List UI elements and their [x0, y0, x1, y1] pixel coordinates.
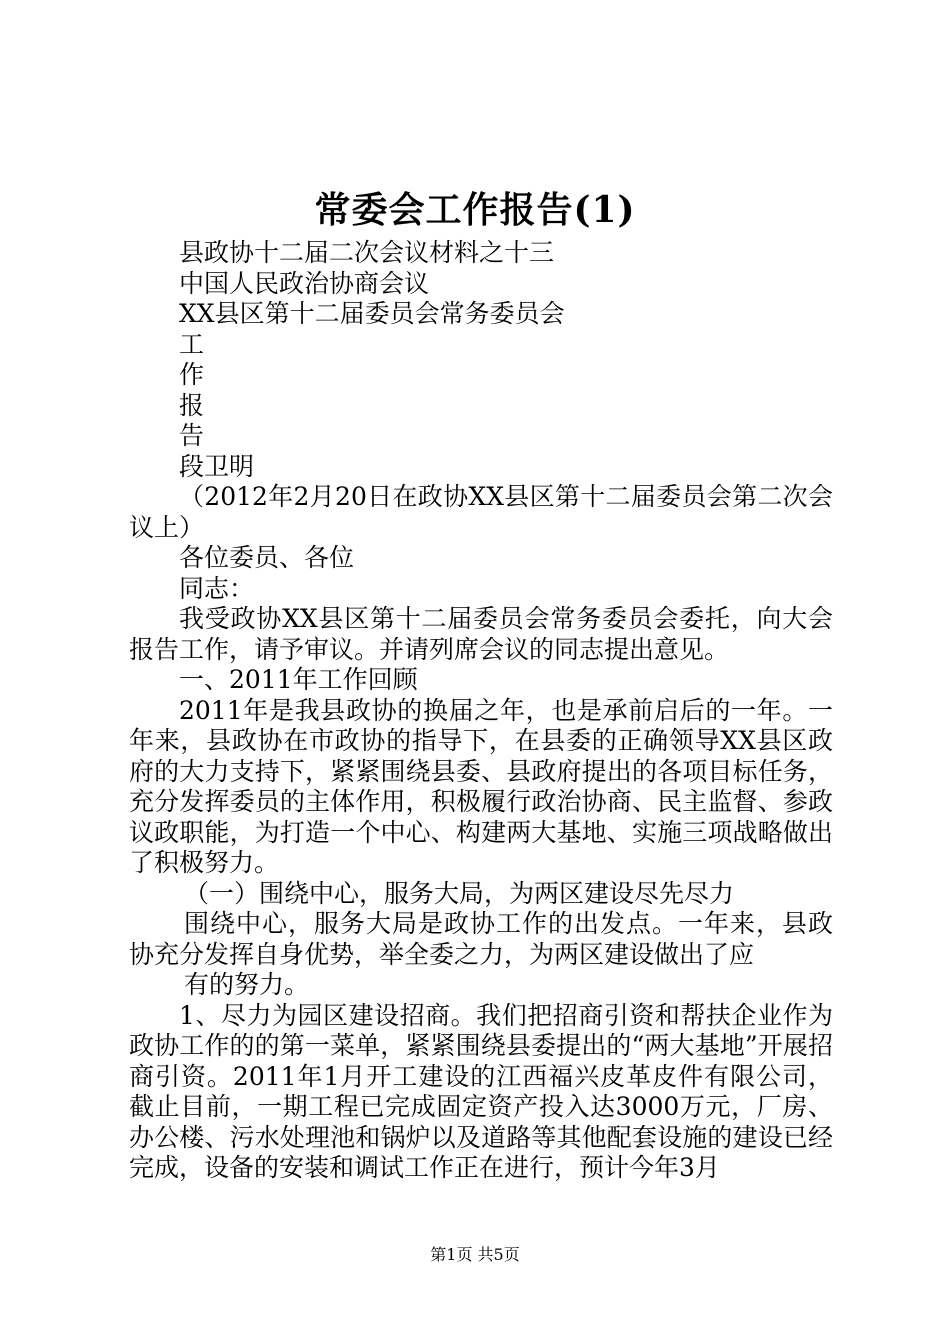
date-line: （2012年2月20日在政协XX县区第十二届委员会第二次会议上） — [129, 482, 833, 542]
organization-line: 中国人民政治协商会议 — [179, 268, 430, 298]
meeting-material-line: 县政协十二届二次会议材料之十三 — [179, 238, 555, 267]
vertical-title-char: 告 — [179, 421, 205, 450]
subsection-heading: （一）围绕中心，服务大局，为两区建设尽先尽力 — [184, 878, 735, 908]
review-paragraph: 2011年是我县政协的换届之年，也是承前启后的一年。一年来，县政协在市政协的指导下，在县委的正确领导XX县区政府的大力支持下，紧紧围绕县委、县政府提出的各项目标任务，充分发挥委员的主体作用，积极履行政治协商、民主监督、参政议政职能，为打造一个中心、构建两大基地、实施三项战略做出了积极努力。 — [129, 695, 833, 877]
document-body — [129, 238, 833, 1184]
committee-line: XX县区第十二届委员会常务委员会 — [179, 299, 565, 328]
vertical-title-char: 工 — [179, 329, 205, 359]
subsection-paragraph-continuation: 有的努力。 — [184, 970, 310, 999]
vertical-title-char: 作 — [179, 360, 205, 389]
subsection-paragraph: 围绕中心，服务大局是政协工作的出发点。一年来，县政协充分发挥自身优势，举全委之力，为两区建设做出了应 — [129, 909, 833, 969]
intro-paragraph: 我受政协XX县区第十二届委员会常务委员会委托，向大会报告工作，请予审议。并请列席会议的同志提出意见。 — [129, 604, 833, 664]
author-line: 段卫明 — [179, 451, 255, 481]
salutation-line-2: 同志： — [179, 573, 255, 603]
vertical-title-char: 报 — [179, 390, 205, 420]
salutation-line-1: 各位委员、各位 — [179, 543, 355, 572]
section-heading: 一、2011年工作回顾 — [179, 665, 418, 694]
item-1-paragraph: 1、尽力为园区建设招商。我们把招商引资和帮扶企业作为政协工作的的第一菜单，紧紧围绕县委提出的“两大基地”开展招商引资。2011年1月开工建设的江西福兴皮革皮件有限公司，截止目前，一期工程已完成固定资产投入达3000万元，厂房、办公楼、污水处理池和锅炉以及道路等其他配套设施的建设已经完成，设备的安装和调试工作正在进行，预计今年3月 — [129, 1000, 833, 1182]
page-number-footer: 第1页 共5页 — [430, 1245, 520, 1264]
document-title: 常委会工作报告(1) — [314, 189, 636, 231]
